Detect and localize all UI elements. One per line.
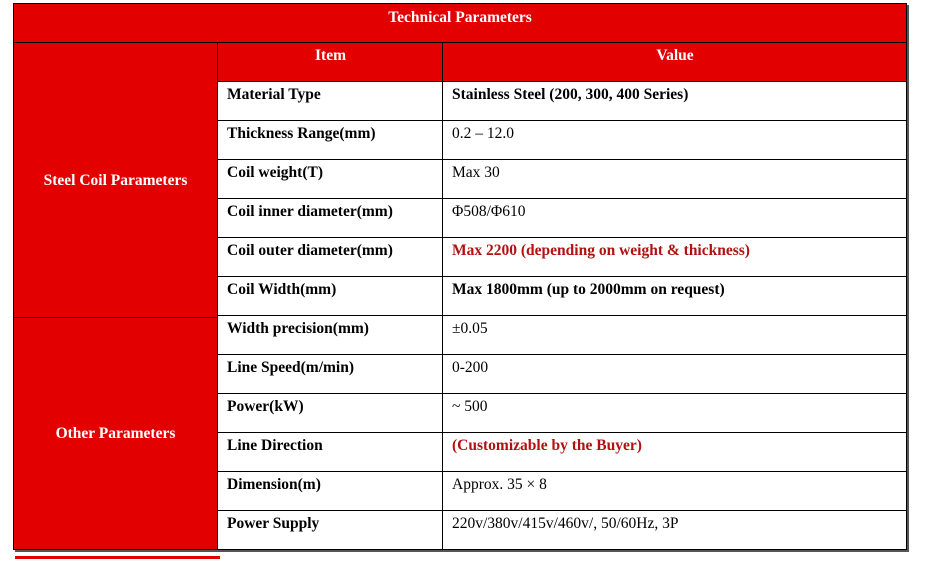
table-row-value: Max 1800mm (up to 2000mm on request): [452, 281, 725, 298]
row-divider: [218, 432, 907, 433]
table-row-item: Width precision(mm): [227, 320, 369, 337]
table-shadow-bottom: [15, 550, 909, 552]
column-header-label: Value: [656, 47, 694, 64]
table-row-item: Coil Width(mm): [227, 281, 337, 298]
table-row-item: Power(kW): [227, 398, 304, 415]
column-divider: [217, 42, 218, 550]
table-row-value: Stainless Steel (200, 300, 400 Series): [452, 86, 689, 103]
table-row-item: Dimension(m): [227, 476, 321, 493]
row-divider: [218, 276, 907, 277]
column-header-value: [443, 43, 907, 82]
column-divider: [442, 42, 443, 550]
column-divider: [13, 3, 14, 550]
table-row-item: Coil weight(T): [227, 164, 324, 181]
row-divider: [218, 315, 907, 316]
table-row-value: Φ508/Φ610: [452, 203, 526, 220]
table-shadow-right: [907, 5, 909, 552]
row-divider: [218, 354, 907, 355]
row-divider: [218, 510, 907, 511]
table-row-value: Approx. 35 × 8: [452, 476, 547, 493]
table-row-value: (Customizable by the Buyer): [452, 437, 642, 454]
row-divider: [218, 198, 907, 199]
table-title-text: Technical Parameters: [388, 9, 532, 26]
row-divider: [13, 42, 907, 43]
table-row-value: 0.2 – 12.0: [452, 125, 514, 142]
group-steel-coil-parameters: [13, 43, 218, 318]
table-row-item: Coil outer diameter(mm): [227, 242, 393, 259]
row-divider: [218, 159, 907, 160]
table-row-value: 0-200: [452, 359, 489, 376]
table-row-item: Coil inner diameter(mm): [227, 203, 393, 220]
row-divider: [218, 81, 907, 82]
table-row-item: Line Direction: [227, 437, 323, 454]
table-row-item: Thickness Range(mm): [227, 125, 376, 142]
row-divider: [13, 3, 907, 4]
table-row-item: Power Supply: [227, 515, 320, 532]
group-label: Other Parameters: [55, 425, 176, 442]
table-row-value: 220v/380v/415v/460v/, 50/60Hz, 3P: [452, 515, 679, 532]
table-row-value: Max 2200 (depending on weight & thickness): [452, 242, 750, 259]
row-divider: [13, 317, 218, 318]
table-row-item: Line Speed(m/min): [227, 359, 355, 376]
group-label: Steel Coil Parameters: [43, 171, 188, 189]
table-row-value: ~ 500: [452, 398, 488, 415]
column-header-label: Item: [315, 47, 346, 64]
group-other-parameters: [13, 318, 218, 550]
table-row-value: ±0.05: [452, 320, 488, 337]
row-divider: [218, 471, 907, 472]
table-row-value: Max 30: [452, 164, 500, 181]
red-underline: [15, 556, 220, 559]
row-divider: [218, 120, 907, 121]
table-row-item: Material Type: [227, 86, 321, 103]
row-divider: [218, 393, 907, 394]
column-header-item: [218, 43, 443, 82]
table-title: [13, 3, 907, 43]
row-divider: [218, 237, 907, 238]
